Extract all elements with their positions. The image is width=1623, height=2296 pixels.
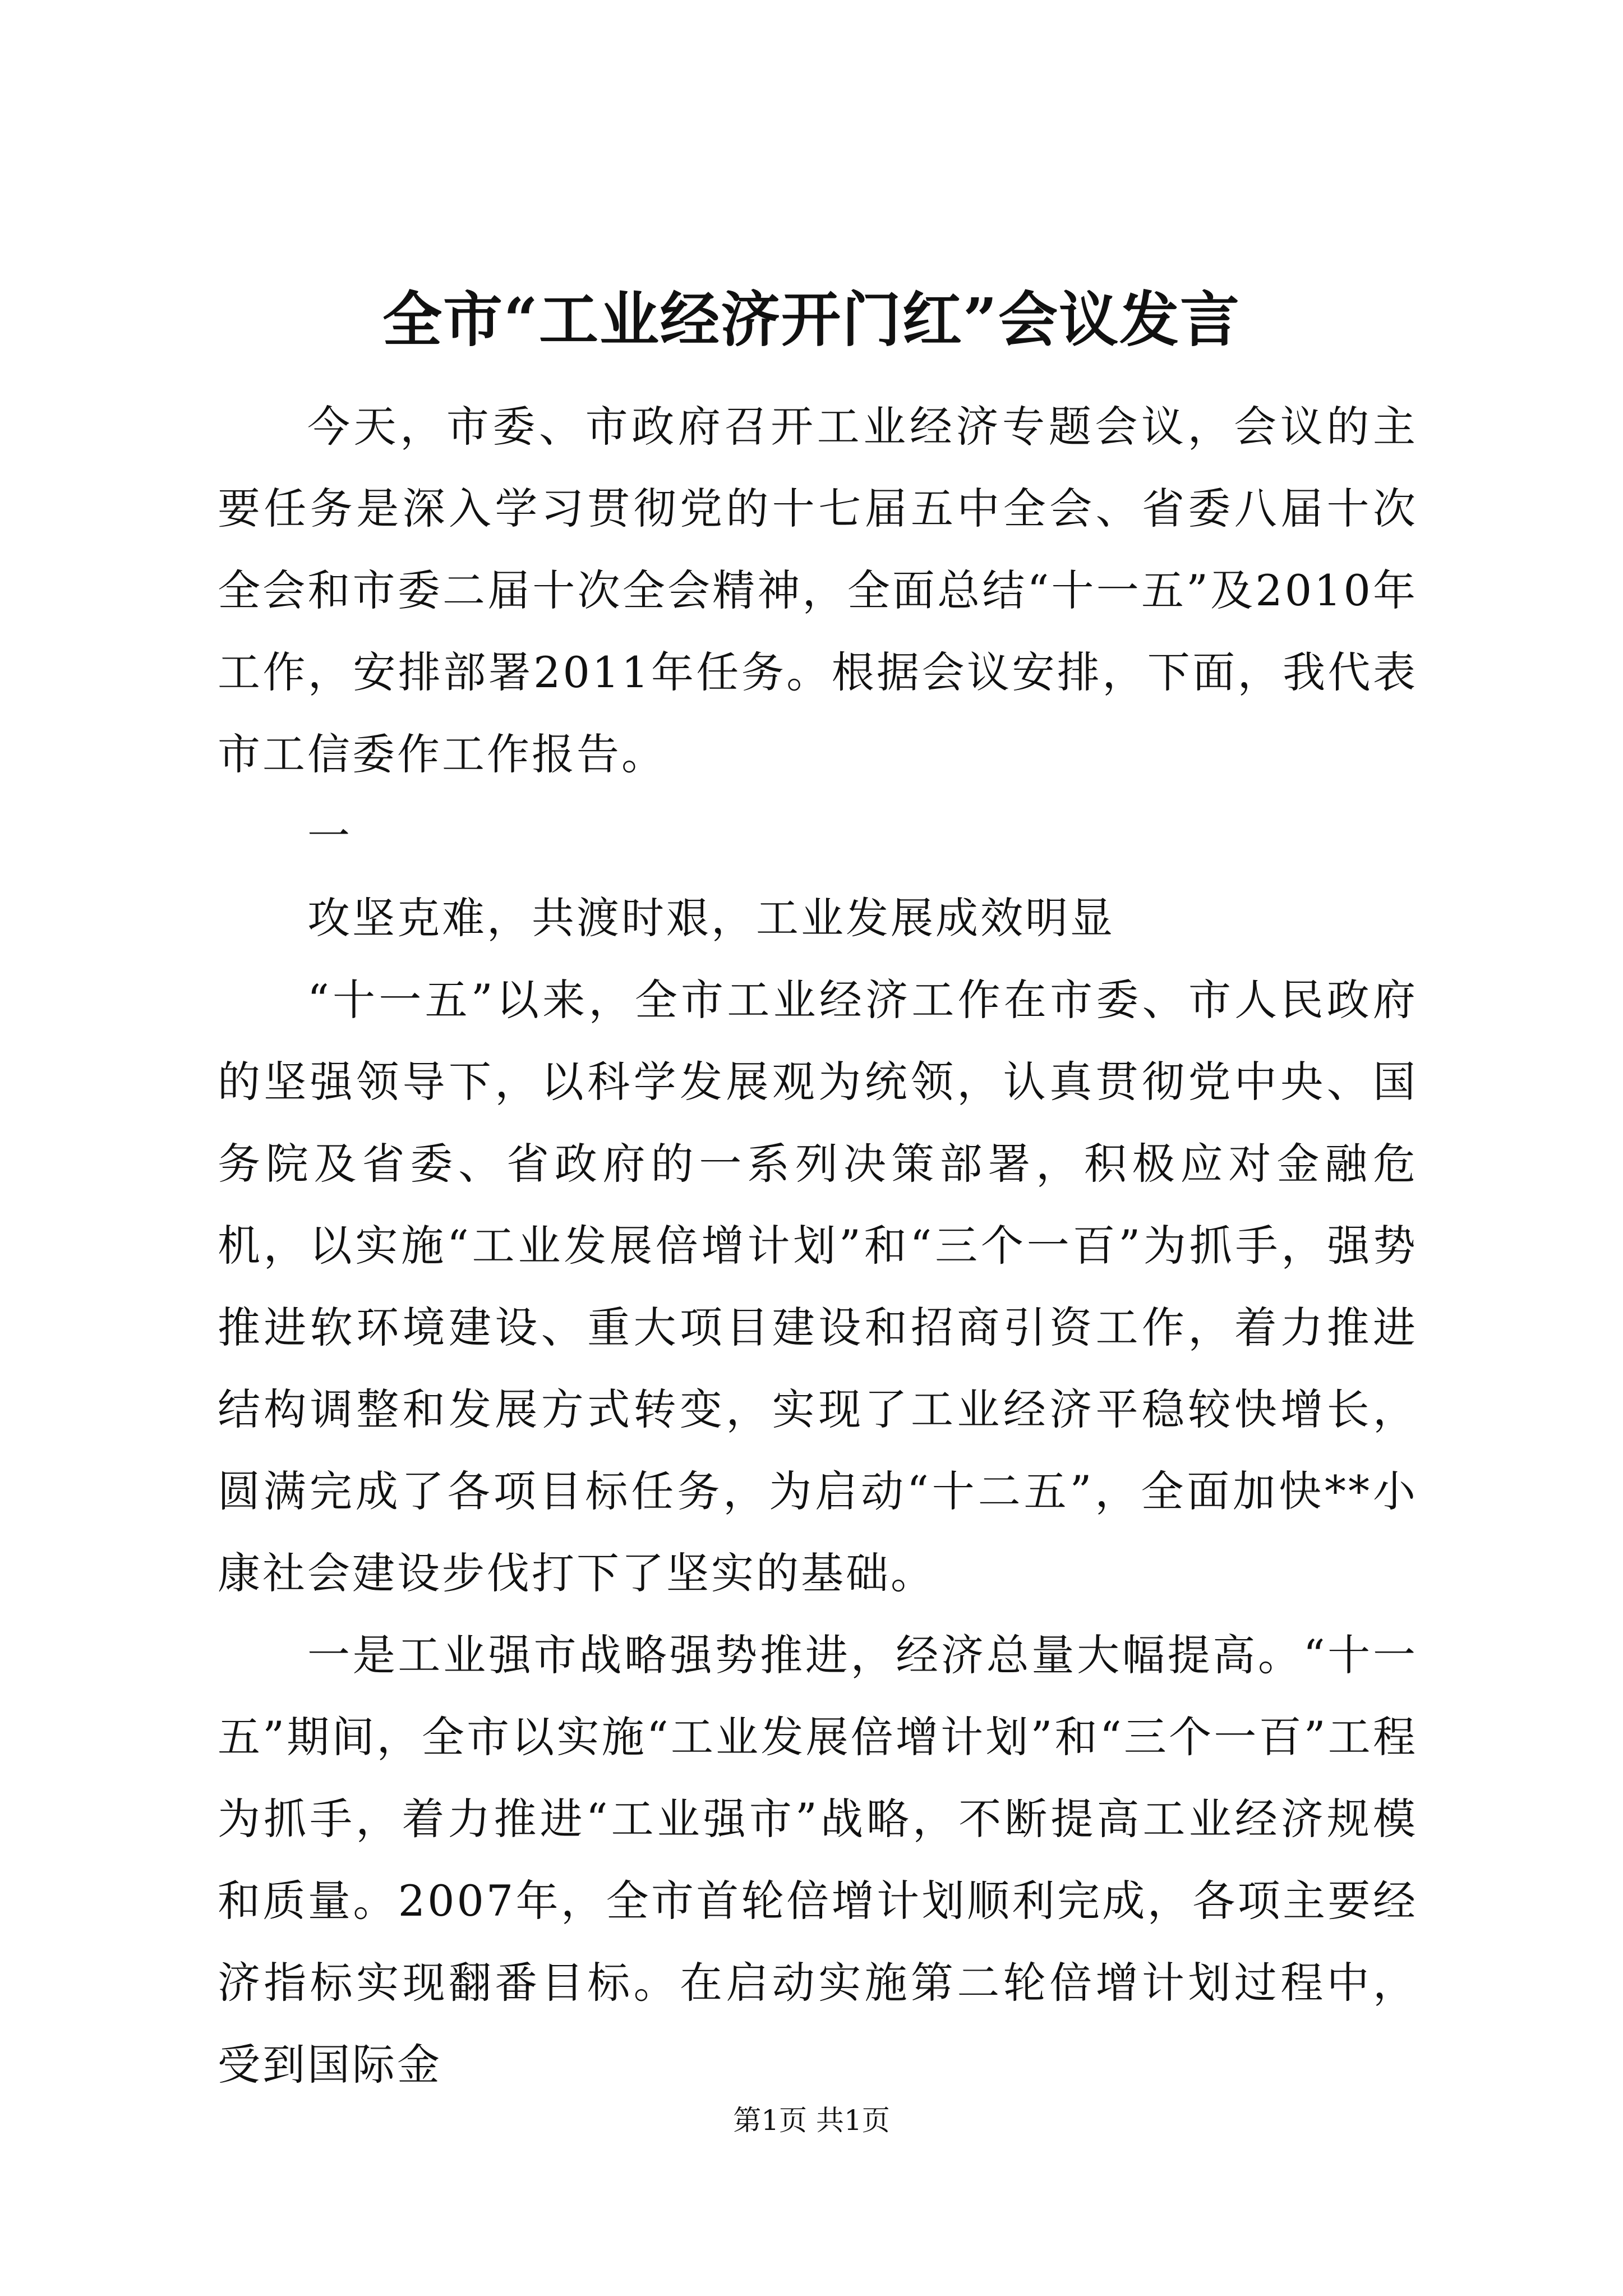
section-number: 一 xyxy=(307,811,352,861)
document-title: 全市“工业经济开门红”会议发言 xyxy=(382,284,1241,355)
paragraph-point-one: 一是工业强市战略强势推进，经济总量大幅提高。“十一五”期间，全市以实施“工业发展倍增计划”和“三个一百”工程为抓手，着力推进“工业强市”战略，不断提高工业经济规模和质量。2007年，全市首轮倍增计划顺利完成，各项主要经济指标实现翻番目标。在启动实施第二轮倍增计划过程中，受到国际金 xyxy=(218,1630,1418,2090)
paragraph-intro: 今天，市委、市政府召开工业经济专题会议，会议的主要任务是深入学习贯彻党的十七届五中全会、省委八届十次全会和市委二届十次全会精神，全面总结“十一五”及2010年工作，安排部署2011年任务。根据会议安排，下面，我代表市工信委作工作报告。 xyxy=(218,402,1418,779)
paragraph-overview: “十一五”以来，全市工业经济工作在市委、市人民政府的坚强领导下，以科学发展观为统领，认真贯彻党中央、国务院及省委、省政府的一系列决策部署，积极应对金融危机，以实施“工业发展倍增计划”和“三个一百”为抓手，强势推进软环境建设、重大项目建设和招商引资工作，着力推进结构调整和发展方式转变，实现了工业经济平稳较快增长，圆满完成了各项目标任务，为启动“十二五”，全面加快**小康社会建设步伐打下了坚实的基础。 xyxy=(218,975,1418,1598)
document-body xyxy=(218,386,1418,2106)
page-footer: 第1页 共1页 xyxy=(733,2104,890,2137)
section-heading: 攻坚克难，共渡时艰，工业发展成效明显 xyxy=(307,893,1115,943)
